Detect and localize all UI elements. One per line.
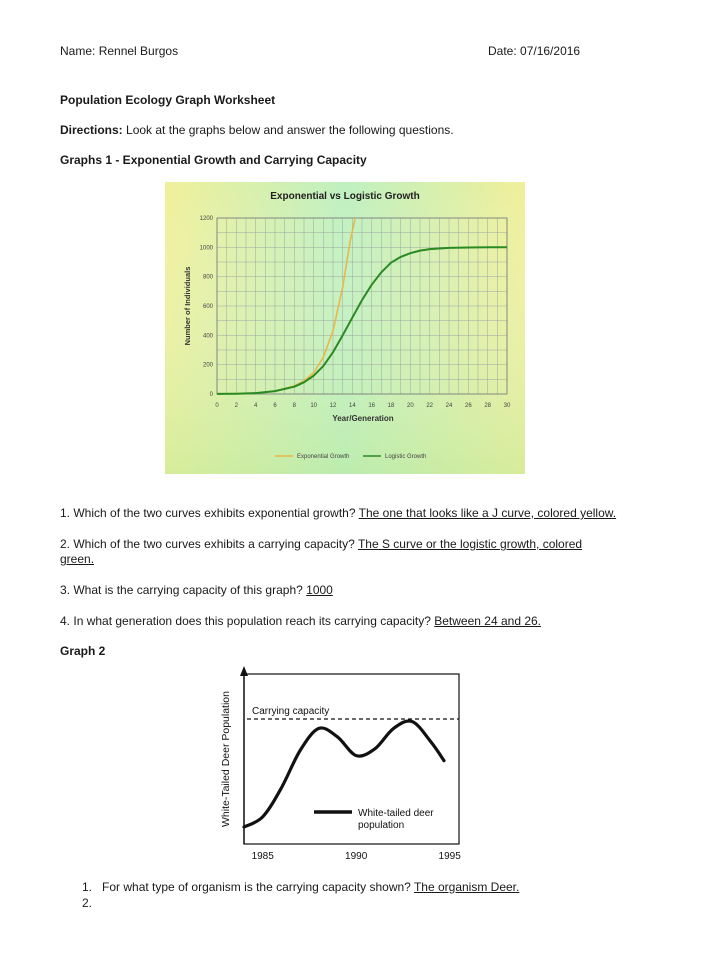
question-3-answer: 1000	[306, 583, 333, 597]
chart1-y-tick-label: 400	[202, 333, 213, 340]
chart2-x-tick-label: 1990	[345, 851, 368, 862]
question-2-number: 2.	[60, 537, 71, 551]
worksheet-title: Population Ecology Graph Worksheet	[60, 93, 276, 107]
carrying-capacity-label: Carrying capacity	[252, 706, 330, 717]
question-4	[60, 614, 541, 628]
legend-logistic-label: Logistic Growth	[385, 454, 427, 460]
name-line	[60, 44, 178, 58]
chart1-x-tick-label: 16	[368, 403, 376, 409]
chart1-x-tick-label: 28	[484, 403, 492, 409]
chart2-arrowhead-icon	[240, 666, 248, 676]
chart1-x-tick-label: 30	[503, 403, 511, 409]
chart1-y-tick-label: 600	[202, 304, 213, 310]
question-2-text: Which of the two curves exhibits a carrying capacity?	[73, 537, 355, 551]
chart1-x-axis-label: Year/Generation	[332, 414, 394, 423]
chart2-legend-line1: White-tailed deer	[358, 808, 434, 819]
question-1-number: 1.	[60, 506, 71, 520]
date-line	[488, 44, 580, 58]
chart1-y-axis-label: Number of Individuals	[183, 266, 192, 346]
graph2-question-1-text: For what type of organism is the carrying capacity shown?	[102, 880, 411, 894]
question-3	[60, 583, 333, 597]
question-3-text: What is the carrying capacity of this graph?	[73, 583, 303, 597]
chart2	[214, 664, 470, 870]
graph2-question-2	[82, 896, 92, 910]
chart1-x-tick-label: 2	[234, 403, 239, 409]
chart2-legend	[314, 808, 434, 831]
directions-label: Directions:	[60, 123, 123, 137]
chart1-x-tick-label: 6	[273, 403, 277, 409]
chart2-legend-line2: population	[358, 820, 405, 831]
chart1-title: Exponential vs Logistic Growth	[270, 191, 420, 202]
graph1-heading: Graphs 1 - Exponential Growth and Carrying Capacity	[60, 153, 367, 167]
question-2-answer-cont: green.	[60, 552, 95, 566]
directions	[60, 123, 454, 137]
question-1	[60, 506, 616, 520]
chart1-x-tick-label: 4	[253, 403, 258, 409]
chart2-y-axis-label: White-Tailed Deer Population	[220, 691, 232, 827]
question-2	[60, 537, 582, 551]
question-2-answer: The S curve or the logistic growth, colored	[357, 537, 583, 551]
chart1	[165, 182, 525, 474]
question-4-answer: Between 24 and 26.	[434, 614, 542, 628]
name-value: Rennel Burgos	[98, 44, 179, 58]
question-4-number: 4.	[60, 614, 71, 628]
chart1-y-tick-label: 1000	[199, 245, 213, 252]
graph2-question-2-number: 2.	[82, 896, 93, 910]
graph2-question-1-answer: The organism Deer.	[413, 880, 520, 894]
date-label: Date:	[488, 44, 517, 58]
chart1-x-tick-label: 26	[464, 403, 472, 409]
chart1-y-tick-label: 1200	[199, 216, 213, 222]
question-1-answer: The one that looks like a J curve, colored yellow.	[358, 506, 617, 520]
question-3-number: 3.	[60, 583, 71, 597]
chart1-y-tick-label: 0	[209, 392, 213, 398]
chart1-x-tick-label: 0	[215, 403, 219, 409]
chart2-x-tick-label: 1995	[438, 851, 461, 862]
chart1-x-tick-label: 20	[406, 403, 414, 409]
name-label: Name:	[60, 44, 96, 58]
graph2-question-1-number: 1.	[82, 880, 93, 894]
chart1-y-tick-label: 800	[202, 274, 213, 281]
question-4-text: In what generation does this population reach its carrying capacity?	[73, 614, 431, 628]
date-value: 07/16/2016	[520, 44, 581, 58]
question-1-text: Which of the two curves exhibits exponential growth?	[73, 506, 356, 520]
chart2-x-tick-label: 1985	[251, 851, 274, 862]
legend-exponential-label: Exponential Growth	[297, 454, 350, 460]
chart1-x-tick-label: 14	[348, 403, 356, 409]
chart1-x-tick-label: 24	[445, 403, 453, 409]
chart1-x-tick-label: 10	[310, 403, 318, 409]
chart1-x-tick-label: 18	[387, 403, 395, 409]
chart1-x-tick-label: 8	[292, 403, 297, 409]
chart1-y-tick-label: 200	[202, 362, 213, 369]
graph2-question-1	[82, 880, 519, 894]
chart1-x-tick-label: 12	[329, 403, 337, 409]
graph2-heading: Graph 2	[60, 644, 106, 658]
directions-text: Look at the graphs below and answer the following questions.	[126, 123, 454, 137]
chart1-x-tick-label: 22	[426, 403, 434, 409]
